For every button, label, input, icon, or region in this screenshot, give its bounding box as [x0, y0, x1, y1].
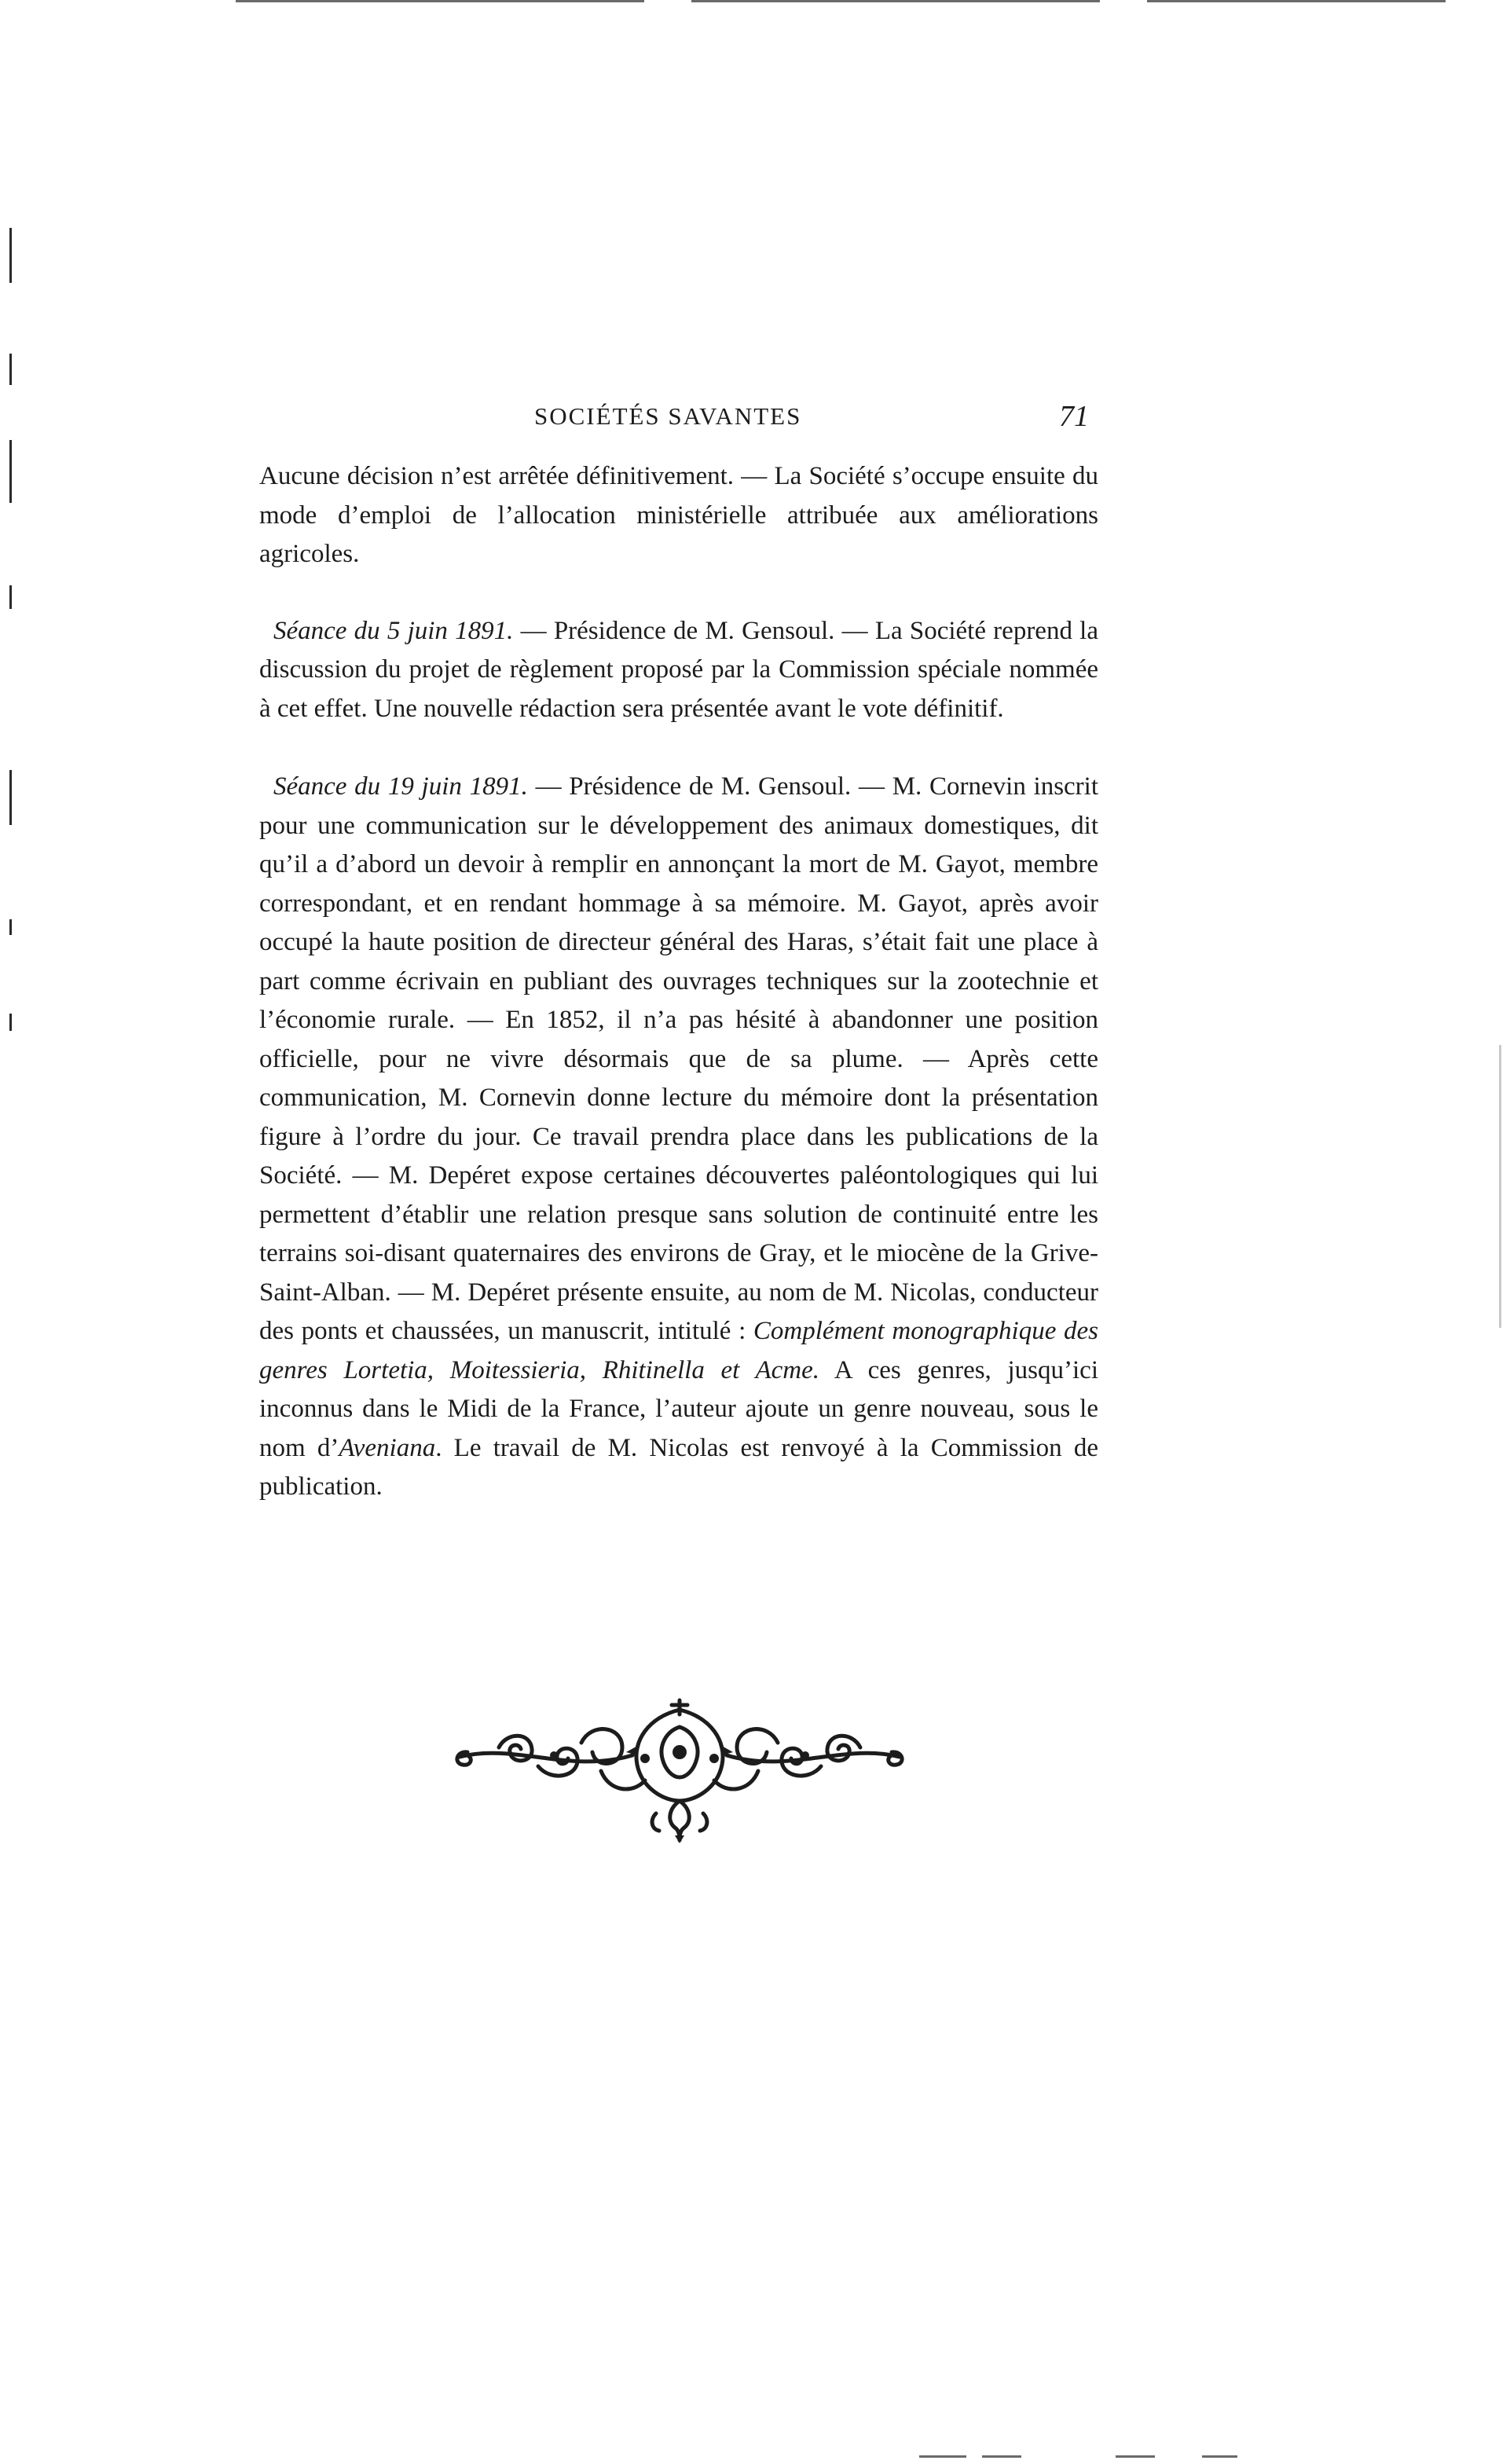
gutter-mark [9, 770, 12, 825]
scan-edge-rule [236, 0, 644, 2]
paragraph-allocation [259, 457, 1098, 574]
paragraph-seance-19-juin [259, 768, 1098, 1507]
gutter-mark [9, 919, 12, 935]
paragraph-text: — Présidence de M. Gensoul. — M. Cornevin inscrit pour une communication sur le développement des animaux domestiques, dit qu’il a d’abord un devoir à remplir en annonçant la mort de M. Gayot, membre correspondant, et en rendant hommage à sa mémoire. M. Gayot, après avoir occupé la haute position de directeur général des Haras, s’était fait une place à part comme écrivain en publiant des ouvrages techniques sur la zootechnie et l’économie rurale. — En 1852, il n’a pas hésité à abandonner une position officielle, pour ne vivre désormais que de sa plume. — Après cette communication, M. Cornevin donne lecture du mémoire dont la présentation figure à l’ordre du jour. Ce travail prendra place dans les publications de la Société. — M. Depéret expose certaines découvertes paléontologiques qui lui permettent d’établir une relation presque sans solution de continuité entre les terrains soi-disant quaternaires des environs de Gray, et le miocène de la Grive-Saint-Alban. — M. Depéret présente ensuite, au nom de M. Nicolas, conducteur des ponts et chaussées, un manuscrit, intitulé : [259, 772, 1099, 1345]
genus-name: Aveniana [339, 1433, 436, 1462]
gutter-mark [9, 354, 12, 385]
gutter-mark [9, 228, 12, 283]
paragraph-text: Aucune décision n’est arrêtée définitivement. — La Société s’occupe ensuite du mode d’emploi de l’allocation ministérielle attribuée aux améliorations agricoles. [259, 462, 1098, 568]
scan-edge-rule [1202, 2455, 1237, 2458]
running-head [0, 399, 1510, 438]
gutter-mark [9, 440, 12, 503]
page-number: 71 [1059, 400, 1089, 433]
gutter-mark [9, 1014, 12, 1031]
scan-edge-rule [982, 2455, 1021, 2458]
paragraph-seance-5-juin [259, 612, 1098, 729]
scan-edge-rule [919, 2455, 966, 2458]
manuscript-title: Complément monographique des genres Lortetia, Moitessieria, Rhitinella et Acme. [259, 1317, 1098, 1384]
body-text [259, 457, 1098, 1546]
paragraph-text: . Le travail de M. Nicolas est renvoyé à la Commission de publication. [259, 1433, 1098, 1501]
scan-edge-rule [1147, 0, 1446, 2]
scan-edge-rule [1116, 2455, 1155, 2458]
paragraph-text: A ces genres, jusqu’ici inconnus dans le Midi de la France, l’auteur ajoute un genre nouveau, sous le nom d’ [259, 1355, 1098, 1462]
fleuron-ornament-icon [444, 1696, 915, 1845]
paragraph-text: — Présidence de M. Gensoul. — La Société reprend la discussion du projet de règlement proposé par la Commission spéciale nommée à cet effet. Une nouvelle rédaction sera présentée avant le vote définitif. [259, 616, 1098, 723]
running-title: SOCIÉTÉS SAVANTES [534, 402, 802, 430]
gutter-mark [9, 585, 12, 609]
gutter-mark [1499, 1045, 1501, 1328]
seance-date: Séance du 19 juin 1891. [273, 772, 528, 801]
scan-edge-rule [691, 0, 1100, 2]
seance-date: Séance du 5 juin 1891. [273, 616, 514, 645]
